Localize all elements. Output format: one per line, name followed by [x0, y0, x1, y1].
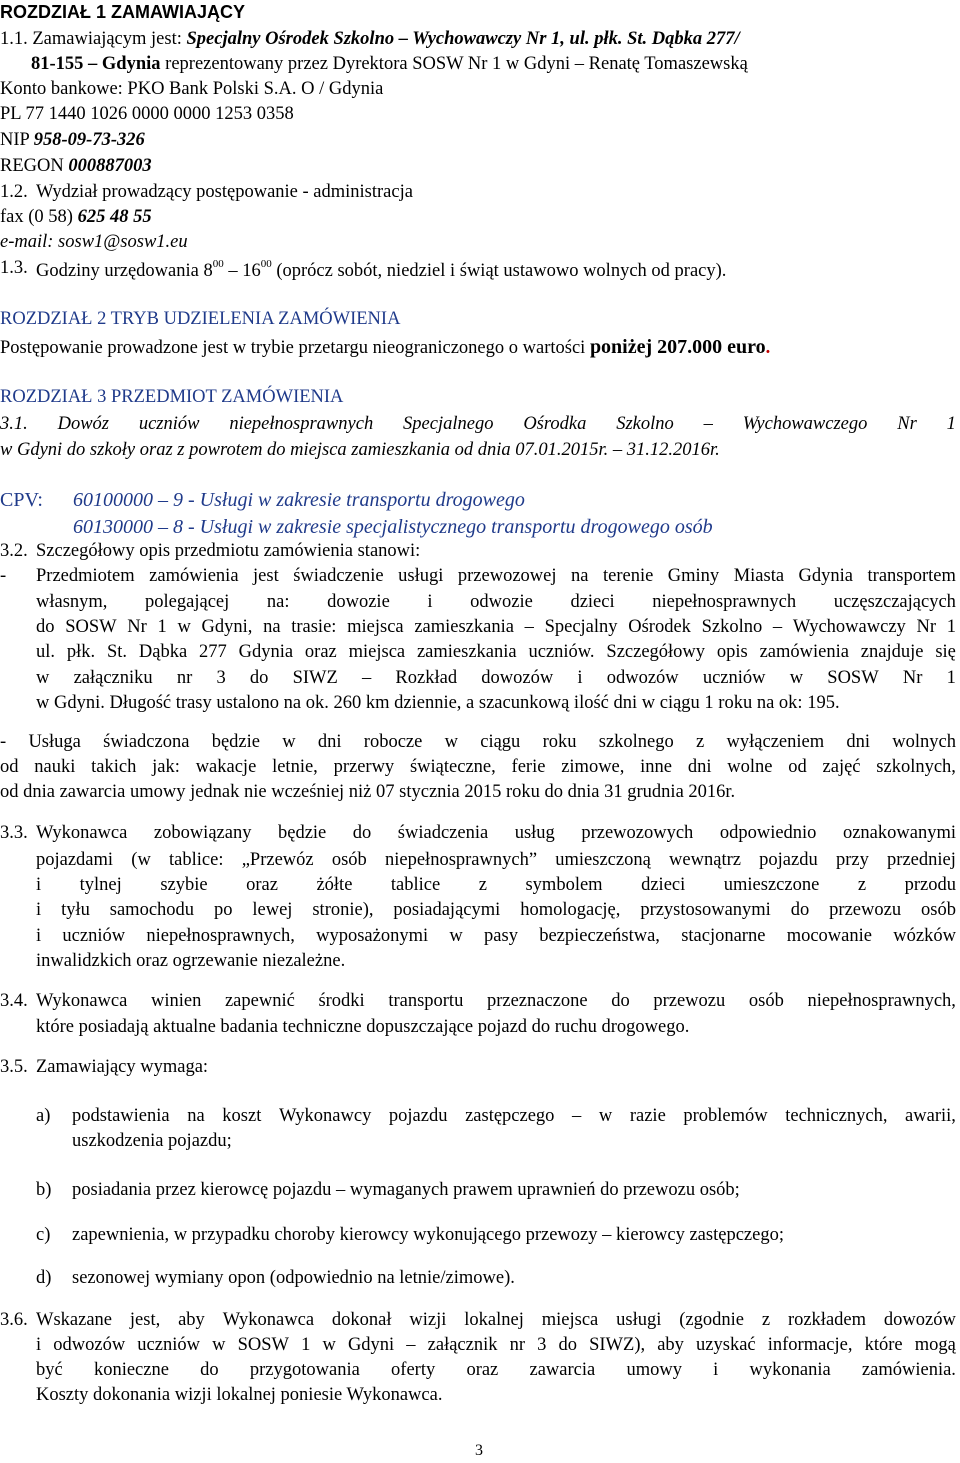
word: świąteczne,	[409, 757, 496, 777]
word: niepełnosprawnych,	[146, 926, 295, 946]
word: uczniów	[138, 414, 200, 434]
word: uczęszczających	[833, 592, 956, 612]
word: transportem	[867, 566, 956, 586]
word: przewozowych	[581, 823, 694, 843]
word: będzie	[211, 732, 260, 752]
word: lokalnej	[464, 1310, 524, 1330]
word: SOSW	[827, 668, 879, 688]
word: technicznych,	[785, 1106, 888, 1126]
word: samochodu	[109, 900, 195, 920]
word: 1	[301, 1335, 311, 1355]
item-b-text: posiadania przez kierowcę pojazdu – wymaganych prawem uprawnień do przewozu osób;	[72, 1180, 740, 1200]
word: nr	[509, 1335, 526, 1355]
s33-number: 3.3.	[0, 823, 28, 843]
word: do	[352, 823, 372, 843]
word: do	[558, 1335, 577, 1355]
word: oznakowanymi	[842, 823, 956, 843]
word: z	[696, 732, 705, 752]
p1-line	[36, 593, 956, 612]
word: tablice	[390, 875, 441, 895]
word: oraz	[304, 642, 337, 662]
word: winien	[150, 991, 202, 1011]
word: oferty	[391, 1360, 436, 1380]
item-b-label: b)	[36, 1180, 52, 1200]
word: jest	[253, 566, 279, 586]
word: przodu	[904, 875, 956, 895]
word: przy	[835, 850, 869, 870]
word: szkolnych,	[876, 757, 956, 777]
word: nr	[176, 668, 193, 688]
word: –	[524, 617, 534, 637]
word: mocowanie	[786, 926, 872, 946]
item-d-label: d)	[36, 1268, 52, 1288]
p2-line	[0, 733, 956, 752]
s12-text: Wydział prowadzący postępowanie - administracja	[36, 182, 413, 202]
word: wolnych	[892, 732, 956, 752]
word: Usługa	[28, 732, 81, 752]
word: 3	[537, 1335, 547, 1355]
word: świadczona	[103, 732, 190, 752]
word: uczniów	[62, 926, 126, 946]
word: 277	[199, 642, 227, 662]
cpv-code-2: 60130000 – 8 - Usługi w zakresie specjalistycznego transportu drogowego osób	[73, 516, 713, 538]
s35-number: 3.5.	[0, 1057, 28, 1077]
word: awarii,	[905, 1106, 956, 1126]
word: i	[713, 1360, 719, 1380]
word: osób	[331, 850, 367, 870]
word: oraz	[466, 1360, 499, 1380]
word: uczniów	[137, 1335, 200, 1355]
s34-line-last: które posiadają aktualne badania techniczne dopuszczające pojazd do ruchu drogowego.	[36, 1017, 690, 1037]
bank-account-label: Konto bankowe: PKO Bank Polski S.A. O / Gdynia	[0, 79, 384, 99]
word: na:	[266, 592, 290, 612]
word: Wychowawczego	[742, 414, 868, 434]
word: bezpieczeństwa,	[539, 926, 660, 946]
s33-line	[36, 824, 956, 843]
item-a-line1	[72, 1107, 956, 1126]
word: symbolem	[525, 875, 603, 895]
word: –	[361, 668, 372, 688]
word: robocze	[363, 732, 423, 752]
word: i	[36, 926, 42, 946]
r2-text: Postępowanie prowadzone jest w trybie przetargu nieograniczonego o wartości poniżej 207.000 euro.	[0, 336, 771, 358]
word: wyposażonymi	[316, 926, 429, 946]
word: i	[427, 592, 433, 612]
word: świadczenie	[293, 566, 384, 586]
s11-line1: 1.1. Zamawiającym jest: Specjalny Ośrodek Szkolno – Wychowawczy Nr 1, ul. płk. St. Dąbka 277/	[0, 29, 740, 49]
word: dni	[687, 757, 712, 777]
regon: REGON 000887003	[0, 156, 152, 176]
p1-line	[36, 618, 956, 637]
word: pojazdami	[36, 850, 114, 870]
word: –	[572, 1106, 582, 1126]
word: 1	[157, 617, 167, 637]
word: -	[0, 732, 7, 752]
p1-line	[36, 643, 956, 662]
word: SOSW	[237, 1335, 289, 1355]
word: przedniej	[887, 850, 956, 870]
word: 3.1.	[0, 414, 28, 434]
word: koszt	[222, 1106, 262, 1126]
word: miejsca	[541, 1310, 599, 1330]
word: w	[449, 926, 463, 946]
word: –	[703, 414, 713, 434]
word: z	[761, 1310, 771, 1330]
word: umieszczoną	[555, 850, 651, 870]
s32-text: Szczegółowy opis przedmiotu zamówienia stanowi:	[36, 541, 421, 561]
word: problemów	[683, 1106, 768, 1126]
word: się	[935, 642, 956, 662]
word: Gdynia	[798, 566, 854, 586]
word: w	[212, 1335, 226, 1355]
s34-number: 3.4.	[0, 991, 28, 1011]
word: Wykonawca	[36, 991, 128, 1011]
word: dni	[846, 732, 871, 752]
chapter-3-title: ROZDZIAŁ 3 PRZEDMIOT ZAMÓWIENIA	[0, 387, 344, 407]
s13-number: 1.3.	[0, 258, 28, 278]
word: zimowe,	[561, 757, 625, 777]
word: (w	[131, 850, 151, 870]
word: konieczne	[93, 1360, 169, 1380]
word: jak:	[152, 757, 180, 777]
word: ul.	[36, 642, 56, 662]
word: środki	[318, 991, 365, 1011]
word: aby	[657, 1335, 684, 1355]
item-a-line2: uszkodzenia pojazdu;	[72, 1131, 232, 1151]
word: wizji	[409, 1310, 447, 1330]
word: stronie),	[312, 900, 374, 920]
p1-line	[36, 567, 956, 586]
word: Szkolno	[701, 617, 763, 637]
word: razie	[629, 1106, 666, 1126]
word: Rozkład	[395, 668, 458, 688]
word: dowozów	[481, 668, 554, 688]
word: Wychowawczy	[792, 617, 906, 637]
word: Gdyni,	[201, 617, 253, 637]
word: usług	[514, 823, 555, 843]
word: uczniów.	[528, 642, 595, 662]
word: przygotowania	[249, 1360, 360, 1380]
word: przystosowanymi	[640, 900, 771, 920]
word: 1	[946, 668, 956, 688]
word: zamieszkania	[414, 617, 514, 637]
word: 1	[946, 414, 956, 434]
word: Wykonawca	[36, 823, 128, 843]
word: ciągu	[480, 732, 521, 752]
s12-number: 1.2.	[0, 182, 28, 202]
s34-line	[36, 992, 956, 1011]
word: własnym,	[36, 592, 108, 612]
word: po	[213, 900, 233, 920]
word: SIWZ),	[589, 1335, 646, 1355]
word: zamówienia	[149, 566, 239, 586]
word: i	[36, 875, 42, 895]
word: do	[611, 991, 630, 1011]
word: tyłu	[61, 900, 90, 920]
word: usługi	[398, 566, 444, 586]
word: Wykonawca	[222, 1310, 315, 1330]
email: e-mail: sosw1@sosw1.eu	[0, 232, 188, 252]
s11-line2: 81-155 – Gdynia reprezentowany przez Dyrektora SOSW Nr 1 w Gdyni – Renatę Tomaszewską	[31, 54, 748, 74]
s33-line	[36, 851, 956, 870]
word: 3	[216, 668, 226, 688]
word: oraz	[246, 875, 278, 895]
word: roku	[542, 732, 577, 752]
word: będzie	[277, 823, 327, 843]
word: wolne	[727, 757, 773, 777]
word: Wskazane	[36, 1310, 113, 1330]
word: inne	[640, 757, 673, 777]
word: na	[263, 617, 281, 637]
word: SIWZ	[292, 668, 338, 688]
word: świadczenia	[397, 823, 489, 843]
cpv-code-1: 60100000 – 9 - Usługi w zakresie transportu drogowego	[73, 489, 525, 511]
word: odwozie	[470, 592, 533, 612]
word: w	[177, 617, 191, 637]
word: niepełnosprawnych”	[385, 850, 538, 870]
word: Specjalny	[544, 617, 618, 637]
word: i	[577, 668, 583, 688]
word: takich	[91, 757, 137, 777]
word: w	[322, 1335, 336, 1355]
word: i	[36, 900, 42, 920]
s36-line	[36, 1311, 956, 1330]
word: miejsca	[348, 642, 406, 662]
word: lewej	[252, 900, 293, 920]
word: zapewnić	[224, 991, 295, 1011]
nip: NIP 958-09-73-326	[0, 130, 145, 150]
word: zamówienia.	[861, 1360, 956, 1380]
word: niepełnosprawnych,	[807, 991, 956, 1011]
page-number: 3	[475, 1442, 483, 1459]
word: do	[249, 668, 269, 688]
word: jest,	[129, 1310, 161, 1330]
word: odwozów	[53, 1335, 126, 1355]
word: przerwy	[333, 757, 395, 777]
word: z	[857, 875, 867, 895]
word: Dąbka	[138, 642, 188, 662]
word: transportu	[388, 991, 464, 1011]
word: załącznik	[427, 1335, 498, 1355]
word: posiadającymi	[393, 900, 501, 920]
word: w	[36, 668, 50, 688]
word: „Przewóz	[241, 850, 314, 870]
s33-line	[36, 901, 956, 920]
word: Przedmiotem	[36, 566, 135, 586]
word: Ośrodka	[523, 414, 587, 434]
word: tylnej	[79, 875, 122, 895]
word: żółte	[316, 875, 353, 895]
word: do	[790, 900, 810, 920]
s33-line	[36, 876, 956, 895]
word: Gdynia	[238, 642, 294, 662]
word: pojazdu	[388, 1106, 448, 1126]
bullet-dash: -	[0, 566, 7, 586]
word: dokonał	[331, 1310, 392, 1330]
s36-line	[36, 1336, 956, 1355]
word: i	[36, 1335, 42, 1355]
word: zastępczego	[465, 1106, 555, 1126]
chapter-1-title: ROZDZIAŁ 1 ZAMAWIAJĄCY	[0, 2, 245, 22]
word: wyłączeniem	[726, 732, 825, 752]
word: przewozowej	[457, 566, 557, 586]
word: przewozu	[653, 991, 726, 1011]
word: płk.	[66, 642, 96, 662]
word: mogą	[914, 1335, 956, 1355]
word: wewnątrz	[669, 850, 741, 870]
chapter-2-title: ROZDZIAŁ 2 TRYB UDZIELENIA ZAMÓWIENIA	[0, 309, 401, 329]
word: podstawienia	[72, 1106, 170, 1126]
word: St.	[106, 642, 128, 662]
word: –	[772, 617, 783, 637]
fax: fax (0 58) 625 48 55	[0, 207, 152, 227]
item-c-label: c)	[36, 1225, 51, 1245]
word: Dowóz	[57, 414, 109, 434]
word: pasy	[484, 926, 518, 946]
word: aby	[178, 1310, 205, 1330]
word: uczniów	[702, 668, 766, 688]
word: uzyskać	[696, 1335, 756, 1355]
word: od	[0, 757, 19, 777]
word: do	[200, 1360, 219, 1380]
word: dowozów	[883, 1310, 956, 1330]
word: Nr	[902, 668, 923, 688]
iban: PL 77 1440 1026 0000 0000 1253 0358	[0, 104, 294, 124]
word: dni	[317, 732, 342, 752]
word: umowy	[626, 1360, 682, 1380]
word: opis	[716, 642, 748, 662]
p1-line	[36, 669, 956, 688]
word: dzieci	[641, 875, 686, 895]
item-d-text: sezonowej wymiany opon (odpowiednio na letnie/zimowe).	[72, 1268, 515, 1288]
word: które	[864, 1335, 903, 1355]
word: Wykonawcy	[278, 1106, 372, 1126]
word: dowozie	[327, 592, 390, 612]
word: miejsca	[347, 617, 404, 637]
word: zawarcia	[529, 1360, 596, 1380]
word: załączniku	[73, 668, 153, 688]
word: na	[187, 1106, 205, 1126]
word: być	[36, 1360, 63, 1380]
word: odwozów	[606, 668, 679, 688]
word: w	[282, 732, 296, 752]
p2-line-last: od dnia zawarcia umowy jednak nie wcześniej niż 07 stycznia 2015 roku do dnia 31 grudnia 2016r.	[0, 782, 736, 802]
word: 1	[946, 617, 956, 637]
s33-line	[36, 927, 956, 946]
s36-line-last: Koszty dokonania wizji lokalnej poniesie Wykonawca.	[36, 1385, 443, 1405]
word: pojazdu	[759, 850, 818, 870]
word: wakacje	[195, 757, 257, 777]
word: tablice:	[169, 850, 224, 870]
word: osób	[921, 900, 956, 920]
word: SOSW	[65, 617, 117, 637]
word: zamieszkania	[416, 642, 517, 662]
word: terenie	[602, 566, 654, 586]
s13-text: Godziny urzędowania $8^{00} - 16^{00}$ (oprócz sobót, niedziel i świąt ustawowo wolnych od pracy).	[36, 258, 727, 281]
word: w	[598, 1106, 613, 1126]
word: dzieci	[570, 592, 615, 612]
word: Gminy	[667, 566, 720, 586]
word: w	[444, 732, 458, 752]
word: stacjonarne	[681, 926, 766, 946]
word: szybie	[160, 875, 208, 895]
s35-text: Zamawiający wymaga:	[36, 1057, 209, 1077]
word: niepełnosprawnych	[652, 592, 797, 612]
word: (zgodnie	[679, 1310, 744, 1330]
item-c-text: zapewnienia, w przypadku choroby kierowcy wykonującego przewozy – kierowcy zastępczego;	[72, 1225, 784, 1245]
word: letnie,	[272, 757, 318, 777]
word: na	[571, 566, 589, 586]
s32-number: 3.2.	[0, 541, 28, 561]
word: Nr	[127, 617, 147, 637]
p1-line-last: w Gdyni. Długość trasy ustalono na ok. 260 km dziennie, a szacunkową ilość dni w ciągu 1 roku na ok: 195.	[36, 693, 840, 713]
word: Nr	[916, 617, 936, 637]
word: Miasta	[733, 566, 785, 586]
s33-line-last: inwalidzkich oraz ogrzewanie niezależne.	[36, 951, 346, 971]
word: zajęć	[822, 757, 861, 777]
word: Gdyni	[347, 1335, 395, 1355]
word: zobowiązany	[153, 823, 252, 843]
word: znajduje	[860, 642, 924, 662]
word: trasie:	[291, 617, 337, 637]
word: Specjalnego	[403, 414, 494, 434]
word: nauki	[34, 757, 76, 777]
word: odpowiednio	[719, 823, 817, 843]
word: –	[406, 1335, 416, 1355]
word: polegającej	[145, 592, 230, 612]
p2-line	[0, 758, 956, 777]
word: wózków	[893, 926, 956, 946]
word: przeznaczone	[486, 991, 588, 1011]
word: homologację,	[520, 900, 621, 920]
word: Nr	[897, 414, 917, 434]
item-a-label: a)	[36, 1106, 51, 1126]
word: usługi	[616, 1310, 662, 1330]
word: z	[478, 875, 487, 895]
word: zamówienia	[759, 642, 849, 662]
word: Ośrodek	[628, 617, 691, 637]
s36-number: 3.6.	[0, 1310, 28, 1330]
word: osób	[748, 991, 784, 1011]
s36-line	[36, 1361, 956, 1380]
word: do	[36, 617, 55, 637]
word: umieszczone	[723, 875, 820, 895]
word: w	[789, 668, 804, 688]
word: od	[788, 757, 807, 777]
word: przewozu	[829, 900, 902, 920]
word: informacje,	[767, 1335, 853, 1355]
word: wykonania	[749, 1360, 831, 1380]
word: ferie	[511, 757, 546, 777]
word: Szczegółowy	[606, 642, 706, 662]
word: niepełnosprawnych	[229, 414, 374, 434]
s31-line2: w Gdyni do szkoły oraz z powrotem do miejsca zamieszkania od dnia 07.01.2015r. – 31.12.2016r.	[0, 440, 720, 460]
s31-line1	[0, 415, 956, 434]
word: rozkładem	[787, 1310, 867, 1330]
word: szkolnego	[598, 732, 674, 752]
cpv-label: CPV:	[0, 489, 43, 511]
word: Szkolno	[616, 414, 674, 434]
